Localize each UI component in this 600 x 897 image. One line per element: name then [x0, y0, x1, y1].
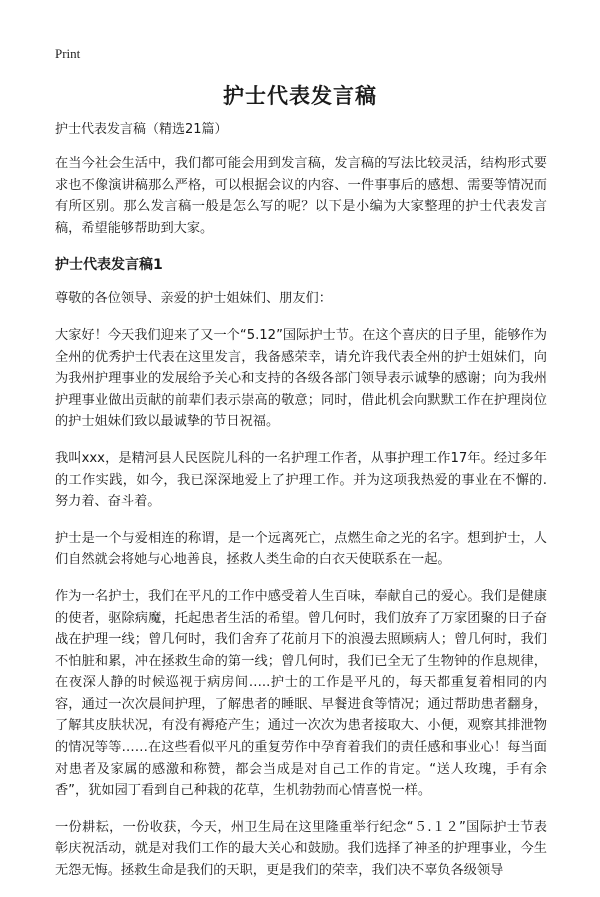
salutation-paragraph: 尊敬的各位领导、亲爱的护士姐妹们、朋友们：	[55, 291, 332, 307]
body-paragraph-1: 大家好！今天我们迎来了又一个“5.12”国际护士节。在这个喜庆的日子里，能够作为全州的优秀护士代表在这里发言，我备感荣幸，请允许我代表全州的护士姐妹们，向为我州护理事业的发展给予关心和支持的各级各部门领导表示诚挚的感谢；向为我州护理事业做出贡献的前辈们表示崇高的敬意；同时，借此机会向默默工作在护理岗位的护士姐妹们致以最诚挚的节日祝福。	[55, 327, 547, 430]
section-heading: 护士代表发言稿1	[55, 257, 163, 274]
print-link[interactable]: Print	[55, 46, 81, 61]
body-paragraph-5: 一份耕耘，一份收获，今天，州卫生局在这里隆重举行纪念“５.１２”国际护士节表彰庆祝活动，就是对我们工作的最大关心和鼓励。我们选择了神圣的护理事业，今生无怨无悔。拯救生命是我们的天职，更是我们的荣幸，我们决不辜负各级领导	[55, 819, 547, 879]
document-subtitle: 护士代表发言稿（精选21篇）	[55, 122, 228, 137]
document-title: 护士代表发言稿	[223, 84, 377, 108]
body-paragraph-4: 作为一名护士，我们在平凡的工作中感受着人生百味，奉献自己的爱心。我们是健康的使者，驱除病魔，托起患者生活的希望。曾几何时，我们放弃了万家团聚的日子奋战在护理一线；曾几何时，我们舍弃了花前月下的浪漫去照顾病人；曾几何时，我们不怕脏和累，冲在拯救生命的第一线；曾几何时，我们已全无了生物钟的作息规律，在夜深人静的时候巡视于病房间…..护士的工作是平凡的，每天都重复着相同的内容，通过一次次晨间护理，了解患者的睡眠、早餐进食等情况；通过帮助患者翻身，了解其皮肤状况，有没有褥疮产生；通过一次次为患者接取大、小便，观察其排泄物的情况等等……在这些看似平凡的重复劳作中孕育着我们的责任感和事业心！每当面对患者及家属的感激和称赞，都会当成是对自己工作的肯定。“送人玫瑰，手有余香”，犹如园丁看到自己种栽的花草，生机勃勃而心情喜悦一样。	[55, 588, 547, 799]
intro-paragraph: 在当今社会生活中，我们都可能会用到发言稿，发言稿的写法比较灵活，结构形式要求也不像演讲稿那么严格，可以根据会议的内容、一件事事后的感想、需要等情况而有所区别。那么发言稿一般是怎么写的呢？以下是小编为大家整理的护士代表发言稿，希望能够帮助到大家。	[55, 156, 547, 236]
document-body	[55, 120, 547, 897]
body-paragraph-3: 护士是一个与爱相连的称谓，是一个远离死亡，点燃生命之光的名字。想到护士，人们自然就会将她与心地善良，拯救人类生命的白衣天使联系在一起。	[55, 530, 547, 568]
body-paragraph-2: 我叫xxx，是精河县人民医院儿科的一名护理工作者，从事护理工作17年。经过多年的工作实践，如今，我已深深地爱上了护理工作。并为这项我热爱的事业在不懈的.努力着、奋斗着。	[55, 450, 547, 510]
